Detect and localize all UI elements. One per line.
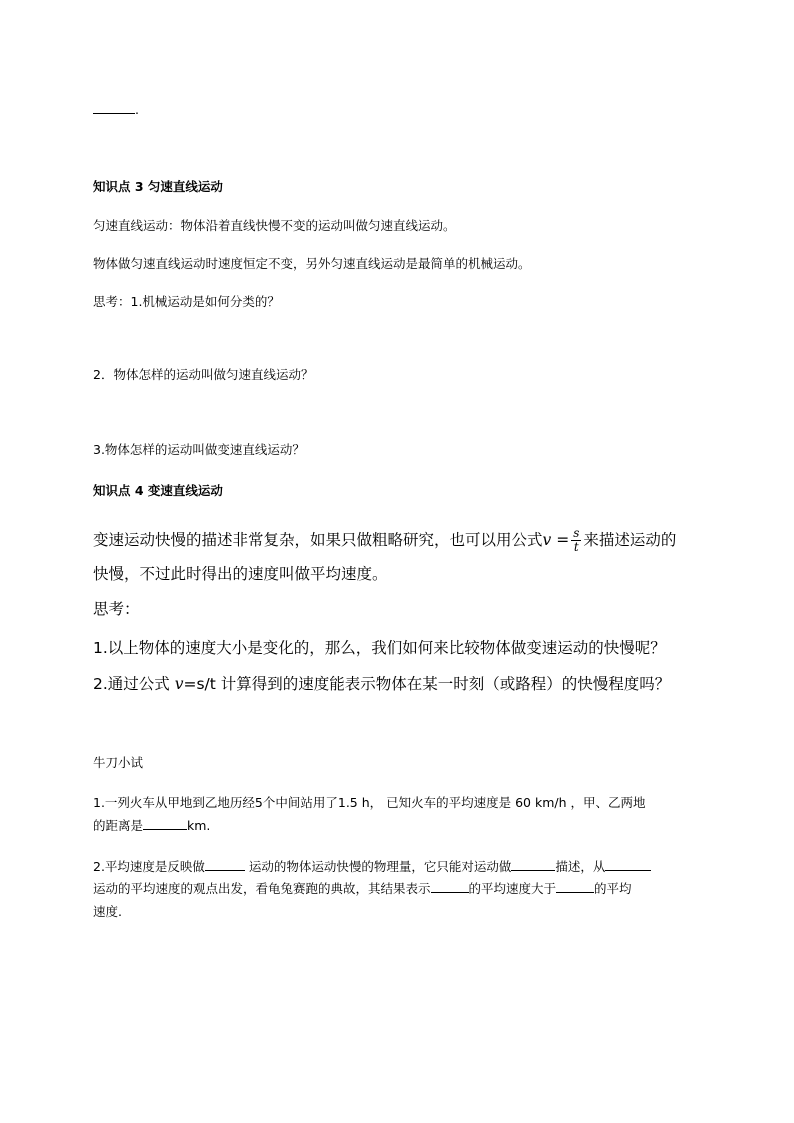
p2-b1: 运动的平均速度的观点出发，看龟兔赛跑的典故，其结果表示 (93, 881, 431, 896)
section3-think-2: 2．物体怎样的运动叫做匀速直线运动？ (93, 367, 314, 382)
practice-q2-line3: 速度. (93, 904, 122, 919)
p2-a3: 描述，从 (555, 859, 606, 874)
para-before-text: 变速运动快慢的描述非常复杂，如果只做粗略研究，也可以用公式 (93, 531, 543, 549)
answer-blank (431, 880, 469, 893)
section3-think-1: 思考：1.机械运动是如何分类的？ (93, 294, 280, 309)
formula-lhs: v = (542, 531, 570, 549)
section4-think-label: 思考： (93, 600, 140, 618)
top-blank-line (93, 101, 705, 119)
q2-suffix: =s/t 计算得到的速度能表示物体在某一时刻（或路程）的快慢程度吗？ (183, 675, 671, 693)
section4-question-1: 1.以上物体的速度大小是变化的，那么，我们如何来比较物体做变速运动的快慢呢？ (93, 639, 666, 657)
formula-fraction (571, 527, 581, 554)
practice-q2-line1 (93, 858, 705, 876)
section4-question-2 (93, 673, 705, 695)
para-after-text: 来描述运动的 (583, 531, 677, 549)
section3-definition: 匀速直线运动：物体沿着直线快慢不变的运动叫做匀速直线运动。 (93, 218, 456, 233)
section3-think-3: 3.物体怎样的运动叫做变速直线运动？ (93, 442, 305, 457)
formula-denominator: t (573, 540, 579, 554)
q2-formula-var: v (174, 675, 184, 693)
practice-q2-line2 (93, 880, 705, 898)
section4-paragraph-line1 (93, 527, 705, 554)
practice-q1-line1: 1.一列火车从甲地到乙地历经5个中间站用了1.5 h， 已知火车的平均速度是 60 km/h ，甲、乙两地 (93, 795, 646, 810)
section3-heading: 知识点 3 匀速直线运动 (93, 179, 223, 194)
p2-a2: 运动的物体运动快慢的物理量，它只能对运动做 (244, 859, 512, 874)
answer-blank (205, 858, 245, 871)
section4-heading: 知识点 4 变速直线运动 (93, 483, 223, 498)
practice-q1-line2 (93, 817, 705, 835)
answer-blank (143, 817, 187, 830)
p2-a1: 2.平均速度是反映做 (93, 859, 205, 874)
p2-b2: 的平均速度大于 (468, 881, 557, 896)
answer-blank (93, 101, 135, 114)
formula-numerator: s (573, 526, 580, 540)
section3-note: 物体做匀速直线运动时速度恒定不变，另外匀速直线运动是最简单的机械运动。 (93, 256, 531, 271)
answer-blank (556, 880, 594, 893)
top-trail: . (135, 102, 139, 117)
q2-prefix: 2.通过公式 (93, 675, 175, 693)
answer-blank (605, 858, 651, 871)
p2-b3: 的平均 (594, 881, 632, 896)
p1-pre: 的距离是 (93, 818, 144, 833)
section4-paragraph-line2: 快慢，不过此时得出的速度叫做平均速度。 (93, 565, 388, 583)
p1-post: km. (187, 818, 211, 833)
practice-heading: 牛刀小试 (93, 755, 144, 770)
answer-blank (511, 858, 555, 871)
